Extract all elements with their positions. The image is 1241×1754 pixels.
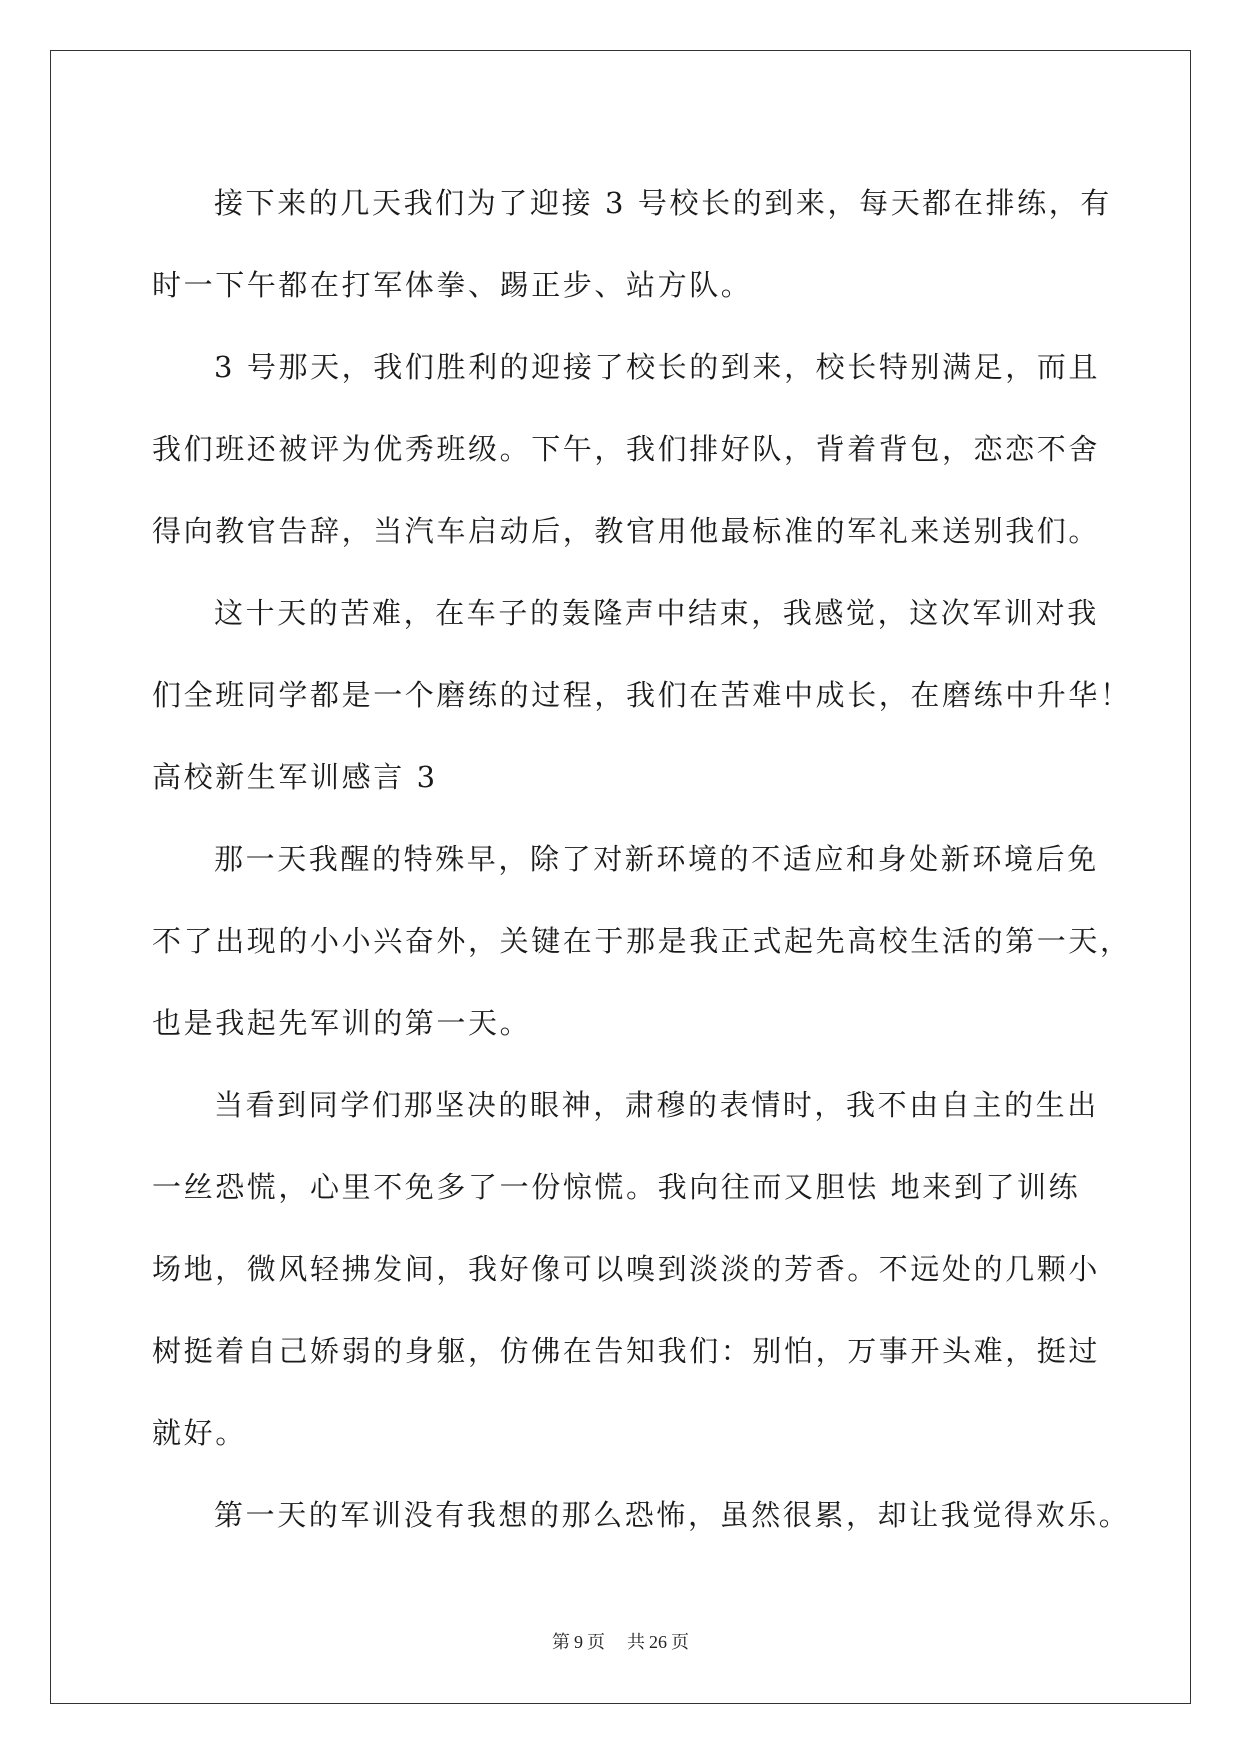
document-body bbox=[152, 162, 1132, 1556]
paragraph-line: 那一天我醒的特殊早，除了对新环境的不适应和身处新环境后免 bbox=[214, 842, 1099, 876]
section-heading: 高校新生军训感言 3 bbox=[152, 760, 438, 794]
paragraph-line: 这十天的苦难，在车子的轰隆声中结束，我感觉，这次军训对我 bbox=[214, 596, 1099, 630]
paragraph-line: 就好。 bbox=[152, 1416, 247, 1450]
paragraph-line: 我们班还被评为优秀班级。下午，我们排好队，背着背包，恋恋不舍 bbox=[152, 432, 1101, 466]
paragraph-line: 3 号那天，我们胜利的迎接了校长的到来，校长特别满足，而且 bbox=[214, 350, 1101, 384]
page-number: 9 bbox=[574, 1632, 583, 1652]
page-suffix: 页 bbox=[587, 1632, 605, 1652]
paragraph-line: 们全班同学都是一个磨练的过程，我们在苦难中成长，在磨练中升华！ bbox=[152, 678, 1132, 712]
paragraph-line: 不了出现的小小兴奋外，关键在于那是我正式起先高校生活的第一天， bbox=[152, 924, 1132, 958]
page-footer bbox=[0, 1628, 1241, 1654]
total-prefix: 共 bbox=[627, 1632, 645, 1652]
paragraph-line: 第一天的军训没有我想的那么恐怖，虽然很累，却让我觉得欢乐。 bbox=[214, 1498, 1131, 1532]
paragraph-line: 得向教官告辞，当汽车启动后，教官用他最标准的军礼来送别我们。 bbox=[152, 514, 1101, 548]
paragraph-line: 一丝恐慌，心里不免多了一份惊慌。我向往而又胆怯 地来到了训练 bbox=[152, 1170, 1081, 1204]
total-pages: 26 bbox=[649, 1632, 667, 1652]
paragraph-line: 时一下午都在打军体拳、踢正步、站方队。 bbox=[152, 268, 753, 302]
paragraph-line: 场地，微风轻拂发间，我好像可以嗅到淡淡的芳香。不远处的几颗小 bbox=[152, 1252, 1101, 1286]
paragraph-line: 接下来的几天我们为了迎接 3 号校长的到来，每天都在排练，有 bbox=[214, 186, 1112, 220]
page-prefix: 第 bbox=[552, 1632, 570, 1652]
paragraph-line: 树挺着自己娇弱的身躯，仿佛在告知我们：别怕，万事开头难，挺过 bbox=[152, 1334, 1101, 1368]
paragraph-line: 也是我起先军训的第一天。 bbox=[152, 1006, 532, 1040]
total-suffix: 页 bbox=[671, 1632, 689, 1652]
paragraph-line: 当看到同学们那坚决的眼神，肃穆的表情时，我不由自主的生出 bbox=[214, 1088, 1099, 1122]
